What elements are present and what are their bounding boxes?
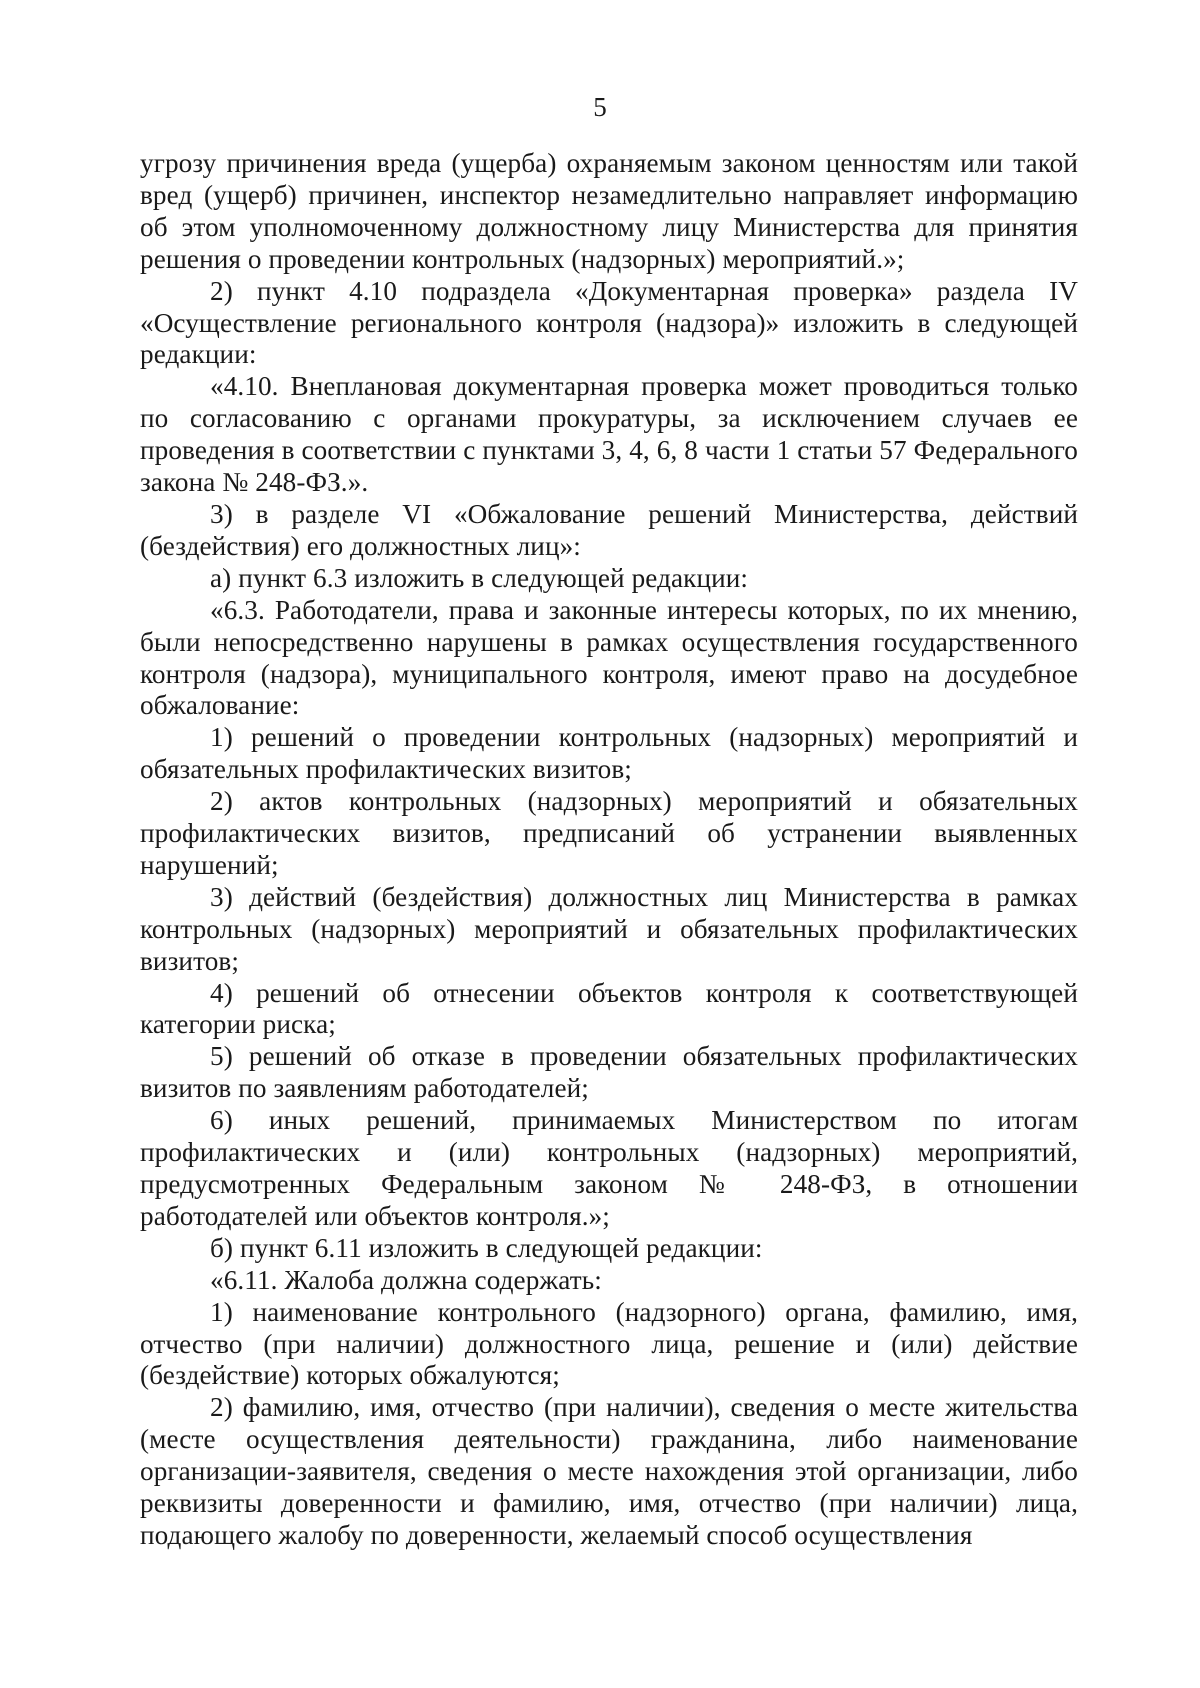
list-item-2: 2) актов контрольных (надзорных) мероприятий и обязательных профилактических визитов, предписаний об устранении выявленных нарушений; bbox=[140, 786, 1078, 880]
page-number: 5 bbox=[593, 92, 607, 122]
paragraph-quote-6-11: «6.11. Жалоба должна содержать: bbox=[210, 1264, 602, 1295]
complaint-item-2: 2) фамилию, имя, отчество (при наличии), сведения о месте жительства (месте осуществления деятельности) гражданина, либо наименование организации-заявителя, сведения о месте нахождения этой организации, либо реквизиты доверенности и фамилию, имя, отчество (при наличии) лица, подающего жалобу по доверенности, желаемый способ осуществления bbox=[140, 1392, 1078, 1550]
list-item-4: 4) решений об отнесении объектов контроля к соответствующей категории риска; bbox=[140, 977, 1078, 1040]
paragraph-item-2: 2) пункт 4.10 подраздела «Документарная проверка» раздела IV «Осуществление регионального контроля (надзора)» изложить в следующей редакции: bbox=[140, 275, 1078, 370]
paragraph-subitem-a: а) пункт 6.3 изложить в следующей редакции: bbox=[210, 562, 749, 593]
paragraph-subitem-b: б) пункт 6.11 изложить в следующей редакции: bbox=[210, 1232, 763, 1263]
list-item-3: 3) действий (бездействия) должностных лиц Министерства в рамках контрольных (надзорных) мероприятий и обязательных профилактических визитов; bbox=[140, 881, 1078, 976]
paragraph-quote-6-3: «6.3. Работодатели, права и законные интересы которых, по их мнению, были непосредственно нарушены в рамках осуществления государственного контроля (надзора), муниципального контроля, имеют право на досудебное обжалование: bbox=[140, 594, 1078, 721]
paragraph-item-3: 3) в разделе VI «Обжалование решений Министерства, действий (бездействия) его должностных лиц»: bbox=[140, 498, 1078, 561]
list-item-5: 5) решений об отказе в проведении обязательных профилактических визитов по заявлениям работодателей; bbox=[140, 1041, 1078, 1104]
document-body bbox=[140, 148, 1078, 1552]
list-item-6: 6) иных решений, принимаемых Министерством по итогам профилактических и (или) контрольных (надзорных) мероприятий, предусмотренных Федеральным законом № 248-ФЗ, в отношении работодателей или объектов контроля.»; bbox=[140, 1105, 1078, 1231]
paragraph-continuation: угрозу причинения вреда (ущерба) охраняемым законом ценностям или такой вред (ущерб) причинен, инспектор незамедлительно направляет информацию об этом уполномоченному должностному лицу Министерства для принятия решения о проведении контрольных (надзорных) мероприятий.»; bbox=[140, 148, 1078, 274]
paragraph-quote-4-10: «4.10. Внеплановая документарная проверка может проводиться только по согласованию с органами прокуратуры, за исключением случаев ее проведения в соответствии с пунктами 3, 4, 6, 8 части 1 статьи 57 Федерального закона № 248-ФЗ.». bbox=[140, 371, 1078, 498]
complaint-item-1: 1) наименование контрольного (надзорного) органа, фамилию, имя, отчество (при наличии) должностного лица, решение и (или) действие (бездействие) которых обжалуются; bbox=[140, 1296, 1078, 1391]
list-item-1: 1) решений о проведении контрольных (надзорных) мероприятий и обязательных профилактических визитов; bbox=[140, 722, 1078, 785]
